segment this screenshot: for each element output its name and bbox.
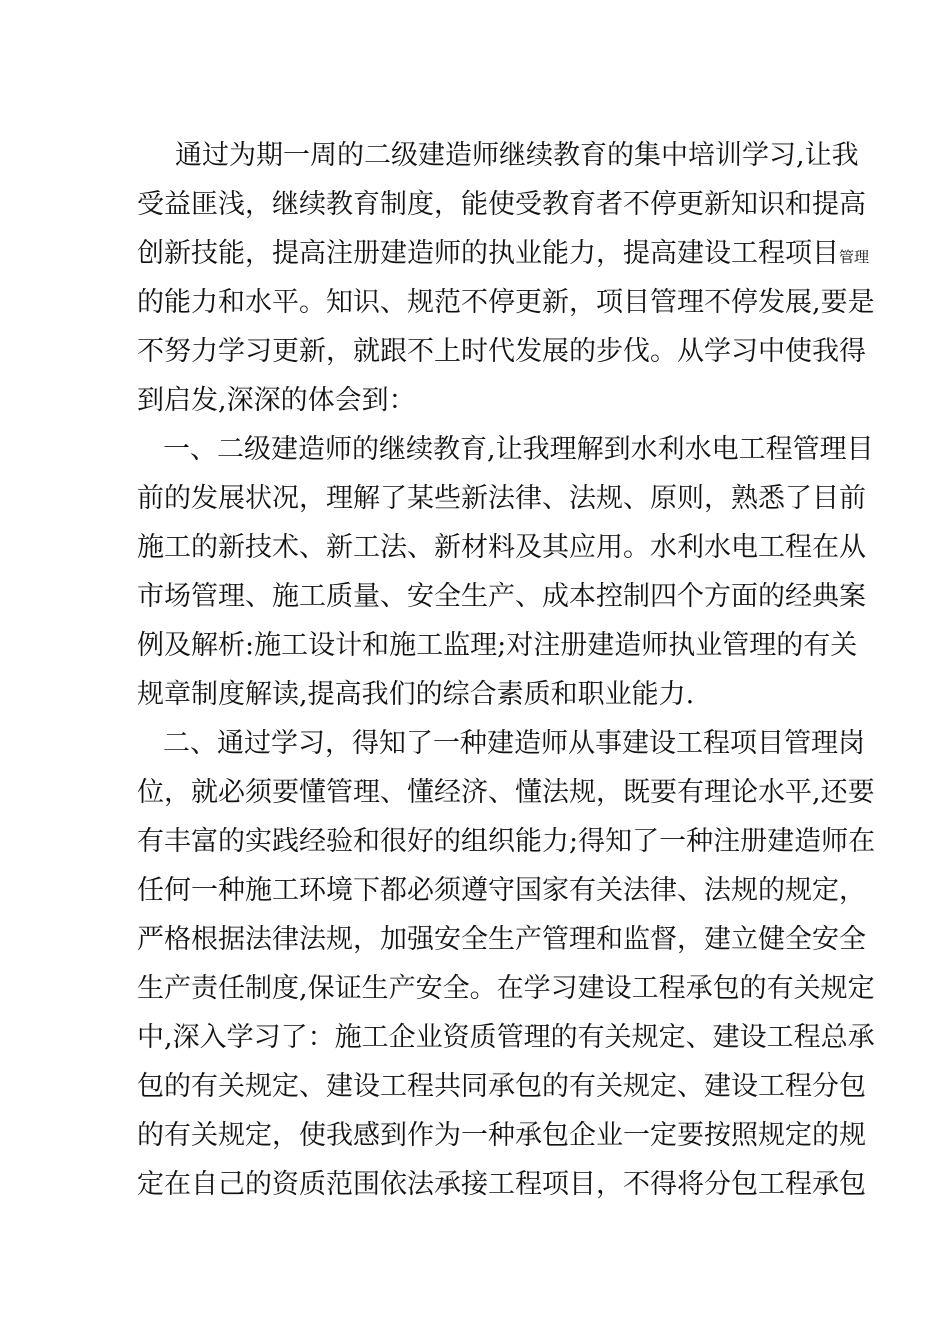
- paragraph-3-line-4: 任何一种施工环境下都必须遵守国家有关法律、法规的规定，: [137, 875, 866, 906]
- paragraph-2-line-6: 规章制度解读,提高我们的综合素质和职业能力.: [137, 679, 695, 710]
- paragraph-1-line-3-small-tail: 管理: [839, 248, 870, 266]
- paragraph-2-line-5: 例及解析:施工设计和施工监理;对注册建造师执业管理的有关: [137, 630, 858, 661]
- paragraph-1-line-5: 不努力学习更新，就跟不上时代发展的步伐。从学习中使我得: [137, 336, 866, 367]
- paragraph-3-line-7: 中,深入学习了：施工企业资质管理的有关规定、建设工程总承: [137, 1022, 875, 1053]
- paragraph-3-line-8: 包的有关规定、建设工程共同承包的有关规定、建设工程分包: [137, 1071, 866, 1102]
- paragraph-3-line-9: 的有关规定，使我感到作为一种承包企业一定要按照规定的规: [137, 1120, 866, 1151]
- document-body: [137, 131, 876, 1209]
- paragraph-1-line-3-main: 创新技能，提高注册建造师的执业能力，提高建设工程项目: [137, 238, 839, 269]
- paragraph-3-line-6: 生产责任制度,保证生产安全。在学习建设工程承包的有关规定: [137, 973, 875, 1004]
- paragraph-3-line-2: 位，就必须要懂管理、懂经济、懂法规，既要有理论水平,还要: [137, 777, 875, 808]
- paragraph-2-line-1: 一、二级建造师的继续教育,让我理解到水利水电工程管理目: [163, 434, 874, 465]
- paragraph-2-line-2: 前的发展状况，理解了某些新法律、法规、原则，熟悉了目前: [137, 483, 866, 514]
- paragraph-3-line-3: 有丰富的实践经验和很好的组织能力;得知了一种注册建造师在: [137, 826, 876, 857]
- paragraph-1-line-4: 的能力和水平。知识、规范不停更新，项目管理不停发展,要是: [137, 287, 875, 318]
- paragraph-3-line-5: 严格根据法律法规，加强安全生产管理和监督，建立健全安全: [137, 924, 866, 955]
- paragraph-2-line-3: 施工的新技术、新工法、新材料及其应用。水利水电工程在从: [137, 532, 866, 563]
- paragraph-1-line-6: 到启发,深深的体会到：: [137, 385, 416, 416]
- paragraph-3-line-10: 定在自己的资质范围依法承接工程项目，不得将分包工程承包: [137, 1169, 866, 1200]
- paragraph-1-line-2: 受益匪浅，继续教育制度，能使受教育者不停更新知识和提高: [137, 189, 866, 220]
- paragraph-1-line-1: 通过为期一周的二级建造师继续教育的集中培训学习,让我: [175, 140, 859, 171]
- paragraph-3-line-1: 二、通过学习，得知了一种建造师从事建设工程项目管理岗: [163, 728, 865, 759]
- paragraph-1-line-3: [137, 229, 870, 278]
- paragraph-2-line-4: 市场管理、施工质量、安全生产、成本控制四个方面的经典案: [137, 581, 866, 612]
